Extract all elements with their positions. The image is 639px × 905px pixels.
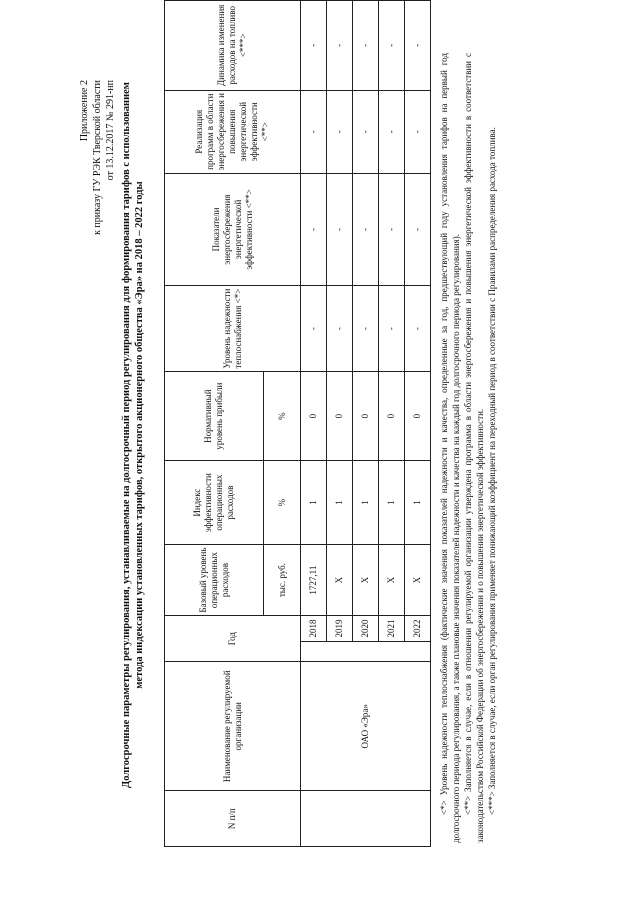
footnote-reliability: <*> Уровень надежности теплоснабжения (фактические значения показателей надежности и качества, определенные за год, предшествующий году установления тарифов на первый год долгосрочного периода регулирования, а также плановые значения показателей надежности и качества на каждый год долгосрочного периода регулирования). [439,53,461,843]
cell-reliability: - [301,286,327,372]
title-line-2: метода индексации установленных тарифов, открытого акционерного общества «Эра» на 2018 – 2022 годы [134,181,145,689]
cell-profit: 0 [379,372,405,461]
document-title [120,75,146,795]
header-energy-indicators: Показатели энергосбережения энергетической эффективности <**> [165,173,301,285]
cell-reliability: - [327,286,353,372]
footnote-fuel: <***> Заполняется в случае, если орган регулирования применяет понижающий коэффициент на переходный период в соответствии с Правилами распределения расхода топлива. [487,127,497,815]
cell-fuel-dynamics: - [327,1,353,91]
header-num: N п/п [165,791,301,847]
cell-energy-program: - [405,90,431,173]
cell-energy-indicators: - [353,173,379,285]
cell-efficiency-index: 1 [327,461,353,545]
cell-energy-program: - [379,90,405,173]
cell-energy-program: - [301,90,327,173]
cell-year-blank [301,641,431,661]
cell-year: 2021 [379,616,405,642]
footnotes [438,53,498,843]
cell-num [301,791,431,847]
cell-efficiency-index: 1 [301,461,327,545]
cell-energy-indicators: - [379,173,405,285]
cell-efficiency-index: 1 [379,461,405,545]
appendix-header [78,80,117,235]
header-energy-program: Реализация программ в области энергосбережения и повышения энергетической эффективности <**> [165,90,301,173]
title-line-1: Долгосрочные параметры регулирования, устанавливаемые на долгосрочный период регулирования для формирования тарифов с использованием [121,82,132,788]
header-fuel-dynamics: Динамика изменения расходов на топливо <***> [165,1,301,91]
cell-fuel-dynamics: - [301,1,327,91]
cell-efficiency-index: 1 [405,461,431,545]
cell-energy-indicators: - [327,173,353,285]
appendix-date: от 13.12.2017 № 291-нп [105,80,116,181]
cell-base-cost: Х [327,545,353,616]
cell-fuel-dynamics: - [353,1,379,91]
cell-efficiency-index: 1 [353,461,379,545]
appendix-order: к приказу ГУ РЭК Тверской области [92,80,103,235]
cell-year: 2022 [405,616,431,642]
cell-energy-program: - [353,90,379,173]
header-profit: Нормативный уровень прибыли [165,372,264,461]
cell-energy-indicators: - [405,173,431,285]
cell-base-cost: 1727,11 [301,545,327,616]
cell-reliability: - [405,286,431,372]
header-year: Год [165,616,301,662]
cell-base-cost: Х [353,545,379,616]
cell-org-name: ОАО «Эра» [301,662,431,791]
cell-base-cost: Х [405,545,431,616]
footnote-energy: <**> Заполняется в случае, если в отношении регулируемой организации утверждена программа в области энергосбережения и повышения энергетической эффективности в соответствии с законодательством Российской Федерации об энергосбережении и о повышении энергетической эффективности. [463,53,485,843]
cell-fuel-dynamics: - [379,1,405,91]
cell-profit: 0 [301,372,327,461]
cell-base-cost: Х [379,545,405,616]
cell-energy-program: - [327,90,353,173]
unit-base-cost: тыс. руб. [264,545,301,616]
cell-profit: 0 [353,372,379,461]
header-reliability: Уровень надежности теплоснабжения <*> [165,286,301,372]
header-efficiency-index: Индекс эффективности операционных расходов [165,461,264,545]
unit-efficiency-index: % [264,461,301,545]
cell-year: 2020 [353,616,379,642]
table-row [301,1,327,847]
cell-energy-indicators: - [301,173,327,285]
cell-profit: 0 [405,372,431,461]
parameters-table [164,0,431,847]
cell-profit: 0 [327,372,353,461]
cell-year: 2018 [301,616,327,642]
cell-year: 2019 [327,616,353,642]
cell-fuel-dynamics: - [405,1,431,91]
cell-reliability: - [353,286,379,372]
unit-profit: % [264,372,301,461]
header-base-cost: Базовый уровень операционных расходов [165,545,264,616]
appendix-number: Приложение 2 [79,80,90,142]
cell-reliability: - [379,286,405,372]
header-org: Наименование регулируемой организации [165,662,301,791]
